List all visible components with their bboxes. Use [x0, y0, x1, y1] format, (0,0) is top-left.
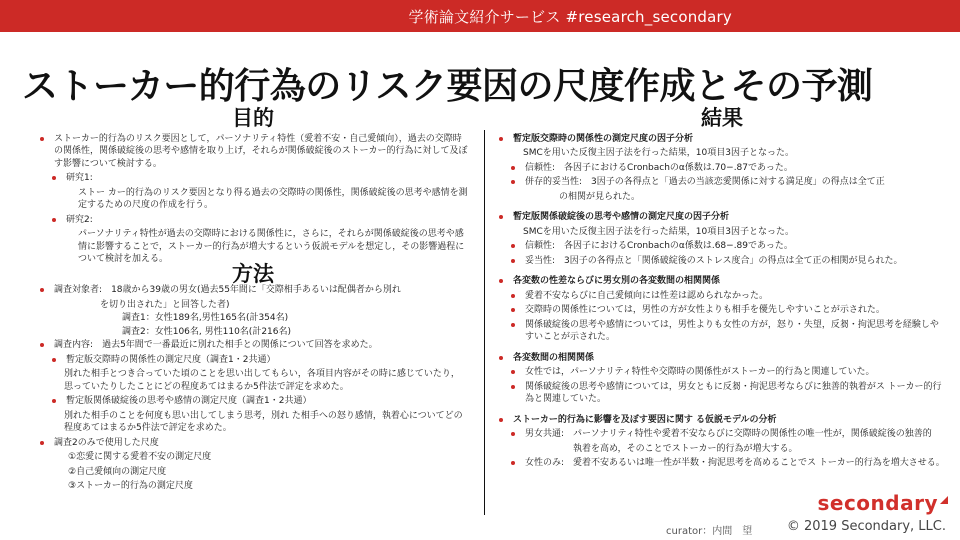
- scale-item: ②自己愛傾向の測定尺度: [68, 466, 167, 477]
- survey2-count: 調査2：女性106名, 男性110名(計216名): [122, 326, 292, 337]
- subjects-text: 18歳から39歳の男女(過去55年間に「交際相手あるいは配偶者から別れ: [111, 285, 401, 295]
- subjects-item: [38, 284, 468, 297]
- r4-item: 関係破綻後の思考や感情については，男女ともに反芻・拘泥思考ならびに独善的執着がス トーカー的行為と関連していた。: [497, 381, 947, 406]
- r5-female: 女性のみ: 愛着不安あるいは唯一性が半数・拘泥思考を高めることでス トーカー的行為を増大させる。: [497, 457, 947, 470]
- r3-item: 関係破綻後の思考や感情については，男性よりも女性の方が，怒り・失望，反芻・拘泥思考を経験しやすいことが示された。: [497, 319, 947, 344]
- content-label: 調査内容:: [54, 340, 94, 350]
- tentative2-text: 別れた相手のことを何度も思い出してしまう思考，別れ た相手への怒り感情，執着心についてどの程度あてはまるか5件法で評定を求めた。: [64, 410, 463, 433]
- page-title: ストーカー的行為のリスク要因の尺度作成とその予測: [22, 66, 873, 107]
- purpose-heading: 目的: [232, 106, 274, 130]
- r3-item: 愛着不安ならびに自己愛傾向には性差は認められなかった。: [497, 290, 947, 303]
- scales-label: 調査2のみで使用した尺度: [38, 437, 468, 450]
- logo-mark-icon: [940, 496, 948, 504]
- r4-item: 女性では，パーソナリティ特性や交際時の関係性がストーカー的行為と関連していた。: [497, 366, 947, 379]
- top-banner: [0, 0, 960, 32]
- r2-heading: 暫定版関係破綻後の思考や感情の測定尺度の因子分析: [497, 211, 947, 224]
- subjects-text-2: を切り出された」と回答した者): [100, 299, 230, 310]
- study2-label: 研究2:: [38, 214, 468, 227]
- tentative2-label: 暫定版関係破綻後の思考や感情の測定尺度（調査1・2共通）: [38, 395, 468, 408]
- r5-heading: ストーカー的行為に影響を及ぼす要因に関す る仮説モデルの分析: [497, 414, 947, 427]
- r3-item: 交際時の関係性については，男性の方が女性よりも相手を優先しやすいことが示された。: [497, 304, 947, 317]
- r2-smc: SMCを用いた反復主因子法を行った結果，10項目3因子となった。: [523, 226, 794, 237]
- study1-text: ストー カー的行為のリスク要因となり得る過去の交際時の関係性，関係破綻後の思考や感情を測定するための尺度の作成を行う。: [78, 187, 468, 210]
- copyright-text: © 2019 Secondary, LLC.: [786, 519, 946, 534]
- tentative1-label: 暫定版交際時の関係性の測定尺度（調査1・2共通）: [38, 354, 468, 367]
- r2-validity: 妥当性: 3因子の各得点と「関係破綻後のストレス度合」の得点は全て正の相関が見られた。: [497, 255, 947, 268]
- subjects-label: 調査対象者:: [54, 285, 103, 295]
- method-heading: 方法: [232, 261, 274, 286]
- curator-text: curator：内間 望: [666, 526, 753, 537]
- right-column: [497, 106, 947, 472]
- r1-reliability: 信頼性: 各因子におけるCronbachのα係数は.70−.87であった。: [497, 162, 947, 175]
- r4-heading: 各変数間の相関関係: [497, 352, 947, 365]
- r2-reliability: 信頼性: 各因子におけるCronbachのα係数は.68−.89であった。: [497, 240, 947, 253]
- study1-label: 研究1:: [38, 172, 468, 185]
- banner-text: 学術論文紹介サービス #research_secondary: [408, 8, 732, 26]
- r1-validity-2: の相関が見られた。: [559, 191, 641, 202]
- content-item: [38, 339, 468, 352]
- secondary-logo: secondary: [817, 491, 938, 515]
- column-divider: [484, 130, 485, 515]
- scale-item: ③ストーカー的行為の測定尺度: [68, 481, 193, 491]
- content-text: 過去5年間で一番最近に別れた相手との関係について回答を求めた。: [102, 340, 378, 350]
- tentative1-text: 別れた相手とつき合っていた頃のことを思い出してもらい，各項目内容がその時に感じていたり，思っていたりしたことにどの程度あてはまるか5件法で評定を求めた。: [64, 369, 460, 392]
- survey1-count: 調査1：女性189名,男性165名(計354名): [122, 313, 289, 323]
- scale-item: ①恋愛に関する愛着不安の測定尺度: [68, 452, 212, 462]
- r1-smc: SMCを用いた反復主因子法を行った結果，10項目3因子となった。: [523, 148, 794, 158]
- r3-heading: 各変数の性差ならびに男女別の各変数間の相関関係: [497, 275, 947, 288]
- r5-common: 男女共通: パーソナリティ特性や愛着不安ならびに交際時の関係性の唯一性が，関係破綻後の独善的: [497, 428, 947, 441]
- left-column: [38, 106, 468, 495]
- result-heading: 結果: [701, 106, 743, 130]
- r5-common-2: 執着を高め，そのことでストーカー的行為が増大する。: [573, 443, 798, 454]
- r1-heading: 暫定版交際時の関係性の測定尺度の因子分析: [497, 133, 947, 146]
- r1-validity: 併存的妥当性: 3因子の各得点と「過去の当該恋愛関係に対する満足度」の得点は全て正: [497, 176, 947, 189]
- purpose-text: ストーカー的行為のリスク要因として，パーソナリティ特性（愛着不安・自己愛傾向），過去の交際時の関係性，関係破綻後の思考や感情を取り上げ，それらが関係破綻後のストーカー的行為に対して及ぼす影響について検討する。: [38, 133, 468, 171]
- study2-text: パーソナリティ特性が過去の交際時における関係性に，さらに，それらが関係破綻後の思考や感情に影響することで，ストーカー的行為が増大するという仮説モデルを想定し，その影響過程について検討を加える。: [78, 229, 465, 264]
